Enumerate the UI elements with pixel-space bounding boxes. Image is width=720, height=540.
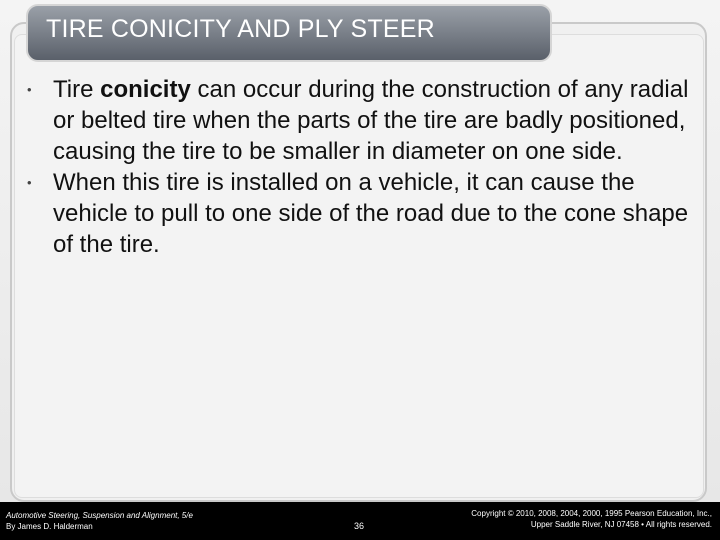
footer-page-number: 36 [354,521,365,531]
footer-copyright-line2: Upper Saddle River, NJ 07458 • All rights reserved. [530,520,712,529]
bullet-dot-icon: • [27,175,32,190]
footer-copyright-line1: Copyright © 2010, 2008, 2004, 2000, 1995 Pearson Education, Inc., [471,509,712,518]
bullet-item [24,167,694,260]
slide-footer [0,502,720,540]
slide-title: TIRE CONICITY AND PLY STEER [46,15,435,43]
bullet-item [24,74,694,167]
footer-author: By James D. Halderman [6,522,93,531]
bullet-text-post: can occur during the construction of any radial or belted tire when the parts of the tire are badly positioned, causing the tire to be smaller in diameter on one side. [53,76,689,165]
bullet-text-pre: When this tire is installed on a vehicle, it can cause the vehicle to pull to one side of the road due to the cone shape of the tire. [53,169,689,258]
footer-copyright [471,508,712,530]
bullet-dot-icon: • [27,82,32,97]
bullet-text-bold: conicity [100,76,191,103]
slide-content [24,74,694,260]
footer-book-info [6,510,193,532]
bullet-text-pre: Tire [53,76,101,103]
footer-book-title: Automotive Steering, Suspension and Alignment, 5/e [6,511,193,520]
